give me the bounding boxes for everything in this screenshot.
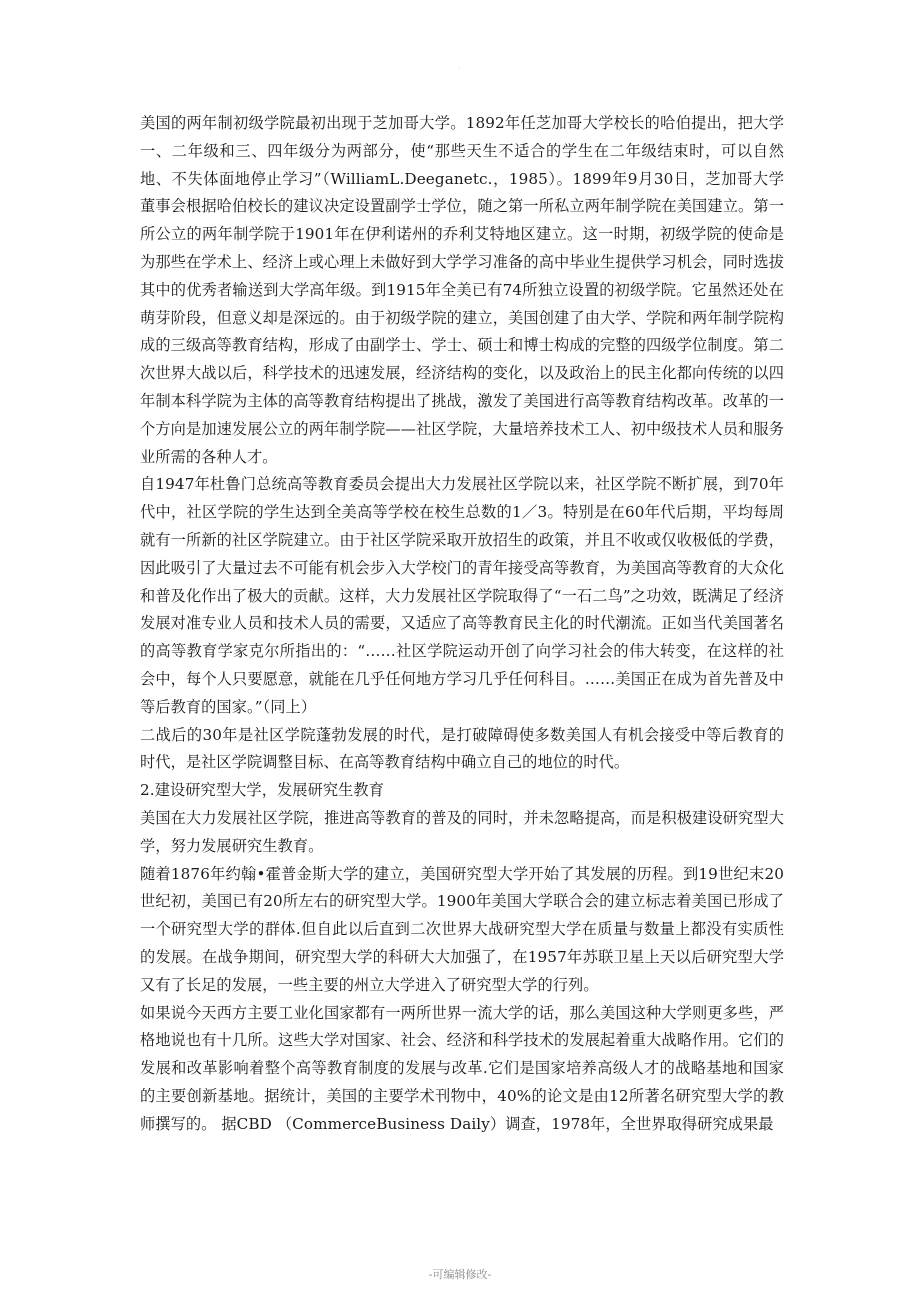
paragraph-world-class-universities: 如果说今天西方主要工业化国家都有一两所世界一流大学的话，那么美国这种大学则更多些，严格地说也有十几所。这些大学对国家、社会、经济和科学技术的发展起着重大战略作用。它们的发展和改革影响着整个高等教育制度的发展与改革.它们是国家培养高级人才的战略基地和国家的主要创新基地。据统计，美国的主要学术刊物中，40%的论文是由12所著名研究型大学的教师撰写的。 据CBD （CommerceBusiness Daily）调查，1978年，全世界取得研究成果最 (140, 1003, 784, 1133)
header-dot: · (458, 66, 460, 73)
paragraph-junior-college-origins: 美国的两年制初级学院最初出现于芝加哥大学。1892年任芝加哥大学校长的哈伯提出，把大学一、二年级和三、四年级分为两部分，使“那些天生不适合的学生在二年级结束时，可以自然地、不失体面地停止学习”（WilliamL.Deeganetc.，1985）。1899年9月30日，芝加哥大学董事会根据哈伯校长的建议决定设置副学士学位，随之第一所私立两年制学院在美国建立。第一所公立的两年制学院于1901年在伊利诺州的乔利艾特地区建立。这一时期，初级学院的使命是为那些在学术上、经济上或心理上未做好到大学学习准备的高中毕业生提供学习机会，同时选拔其中的优秀者输送到大学高年级。到1915年全美已有74所独立设置的初级学院。它虽然还处在萌芽阶段，但意义却是深远的。由于初级学院的建立，美国创建了由大学、学院和两年制学院构成的三级高等教育结构，形成了由副学士、学士、硕士和博士构成的完整的四级学位制度。第二次世界大战以后，科学技术的迅速发展，经济结构的变化，以及政治上的民主化都向传统的以四年制本科学院为主体的高等教育结构提出了挑战，激发了美国进行高等教育结构改革。改革的一个方向是加速发展公立的两年制学院——社区学院，大量培养技术工人、初中级技术人员和服务业所需的各种人才。 (140, 114, 784, 466)
page-footer: -可编辑修改- (428, 1268, 492, 1281)
paragraph-research-university-intro: 美国在大力发展社区学院，推进高等教育的普及的同时，并未忽略提高，而是积极建设研究型大学，努力发展研究生教育。 (140, 808, 784, 855)
document-body (140, 110, 784, 1138)
paragraph-community-college-expansion: 自1947年杜鲁门总统高等教育委员会提出大力发展社区学院以来，社区学院不断扩展，到70年代中，社区学院的学生达到全美高等学校在校生总数的1／3。特别是在60年代后期，平均每周就有一所新的社区学院建立。由于社区学院采取开放招生的政策，并且不收或仅收极低的学费，因此吸引了大量过去不可能有机会步入大学校门的青年接受高等教育，为美国高等教育的大众化和普及化作出了极大的贡献。这样，大力发展社区学院取得了“一石二鸟”之功效，既满足了经济发展对准专业人员和技术人员的需要，又适应了高等教育民主化的时代潮流。正如当代美国著名的高等教育学家克尔所指出的：“……社区学院运动开创了向学习社会的伟大转变，在这样的社会中，每个人只要愿意，就能在几乎任何地方学习几乎任何科目。……美国正在成为首先普及中等后教育的国家。”（同上） (140, 475, 784, 716)
paragraph-research-university-history: 随着1876年约翰•霍普金斯大学的建立，美国研究型大学开始了其发展的历程。到19世纪末20世纪初，美国已有20所左右的研究型大学。1900年美国大学联合会的建立标志着美国已形成了一个研究型大学的群体.但自此以后直到二次世界大战研究型大学在质量与数量上都没有实质性的发展。在战争期间，研究型大学的科研大大加强了，在1957年苏联卫星上天以后研究型大学又有了长足的发展，一些主要的州立大学进入了研究型大学的行列。 (140, 864, 784, 994)
section-heading-research-universities: 2.建设研究型大学，发展研究生教育 (140, 781, 385, 800)
paragraph-postwar-thirty-years: 二战后的30年是社区学院蓬勃发展的时代，是打破障碍使多数美国人有机会接受中等后教育的时代，是社区学院调整目标、在高等教育结构中确立自己的地位的时代。 (140, 725, 784, 772)
